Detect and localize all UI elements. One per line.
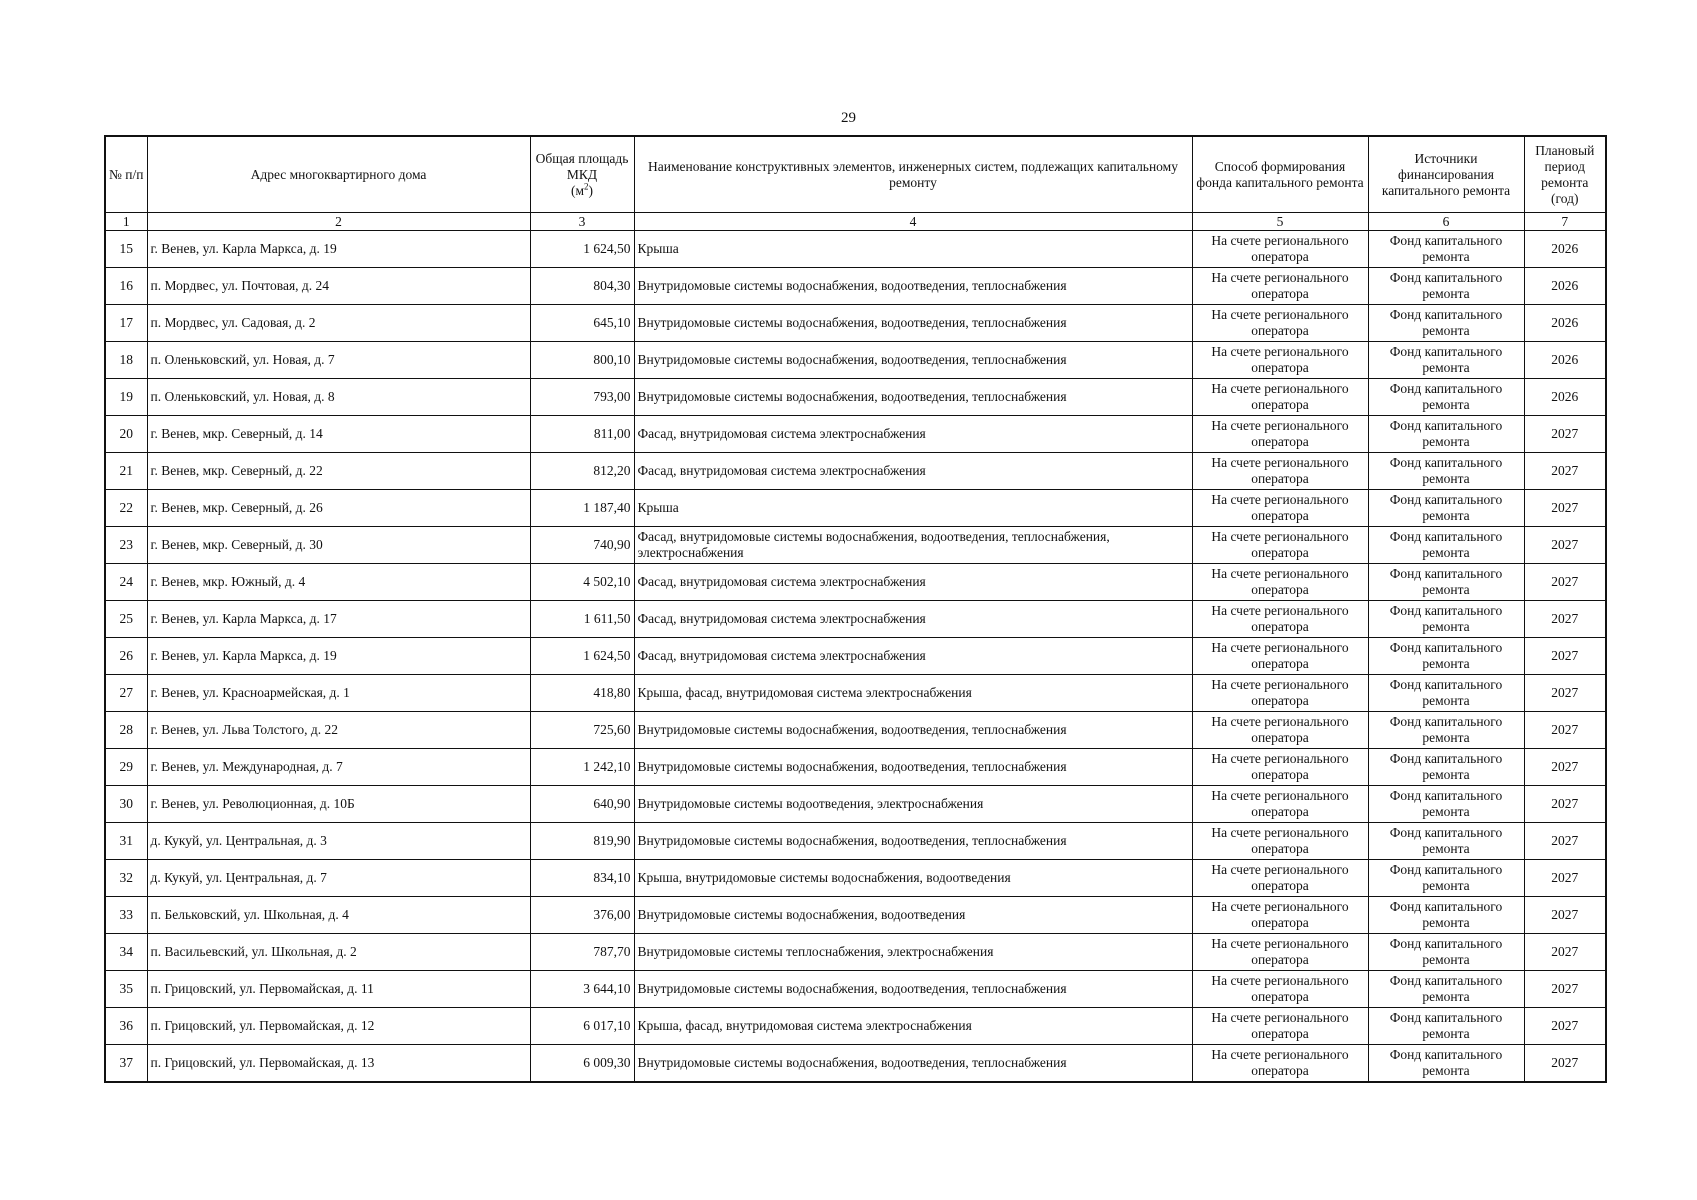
- row-address: д. Кукуй, ул. Центральная, д. 7: [147, 860, 530, 897]
- row-period: 2027: [1524, 823, 1606, 860]
- row-funding-source: Фонд капитального ремонта: [1368, 231, 1524, 268]
- row-area: 725,60: [530, 712, 634, 749]
- row-area: 418,80: [530, 675, 634, 712]
- row-area: 1 624,50: [530, 638, 634, 675]
- column-number: 4: [634, 213, 1192, 231]
- row-elements: Внутридомовые системы водоснабжения, водоотведения, теплоснабжения: [634, 1045, 1192, 1083]
- row-area: 6 017,10: [530, 1008, 634, 1045]
- row-address: п. Бельковский, ул. Школьная, д. 4: [147, 897, 530, 934]
- row-elements: Внутридомовые системы водоснабжения, водоотведения, теплоснабжения: [634, 305, 1192, 342]
- row-address: г. Венев, мкр. Северный, д. 22: [147, 453, 530, 490]
- column-number: 1: [105, 213, 147, 231]
- row-elements: Крыша, внутридомовые системы водоснабжения, водоотведения: [634, 860, 1192, 897]
- row-number: 16: [105, 268, 147, 305]
- row-address: г. Венев, мкр. Северный, д. 26: [147, 490, 530, 527]
- row-funding-source: Фонд капитального ремонта: [1368, 749, 1524, 786]
- column-number: 3: [530, 213, 634, 231]
- row-number: 33: [105, 897, 147, 934]
- row-funding-method: На счете регионального оператора: [1192, 860, 1368, 897]
- table-row: [105, 897, 1606, 934]
- repair-register-table: [104, 135, 1607, 1083]
- header-source: Источники финансирования капитального ремонта: [1368, 136, 1524, 213]
- row-period: 2027: [1524, 416, 1606, 453]
- row-number: 32: [105, 860, 147, 897]
- row-funding-method: На счете регионального оператора: [1192, 749, 1368, 786]
- row-funding-source: Фонд капитального ремонта: [1368, 786, 1524, 823]
- row-funding-source: Фонд капитального ремонта: [1368, 934, 1524, 971]
- row-address: г. Венев, ул. Карла Маркса, д. 19: [147, 231, 530, 268]
- row-funding-source: Фонд капитального ремонта: [1368, 675, 1524, 712]
- row-elements: Внутридомовые системы водоснабжения, водоотведения, теплоснабжения: [634, 268, 1192, 305]
- row-area: 640,90: [530, 786, 634, 823]
- header-area-unit: $(м^2)$: [570, 181, 594, 198]
- row-funding-source: Фонд капитального ремонта: [1368, 268, 1524, 305]
- row-area: 3 644,10: [530, 971, 634, 1008]
- row-funding-method: На счете регионального оператора: [1192, 897, 1368, 934]
- row-address: д. Кукуй, ул. Центральная, д. 3: [147, 823, 530, 860]
- row-period: 2026: [1524, 231, 1606, 268]
- row-period: 2027: [1524, 712, 1606, 749]
- row-area: 800,10: [530, 342, 634, 379]
- table-row: [105, 527, 1606, 564]
- row-elements: Внутридомовые системы теплоснабжения, электроснабжения: [634, 934, 1192, 971]
- table-row: [105, 860, 1606, 897]
- row-funding-method: На счете регионального оператора: [1192, 823, 1368, 860]
- row-number: 29: [105, 749, 147, 786]
- row-address: п. Оленьковский, ул. Новая, д. 8: [147, 379, 530, 416]
- row-number: 30: [105, 786, 147, 823]
- header-address: Адрес многоквартирного дома: [147, 136, 530, 213]
- row-elements: Внутридомовые системы водоотведения, электроснабжения: [634, 786, 1192, 823]
- row-funding-method: На счете регионального оператора: [1192, 712, 1368, 749]
- row-address: п. Оленьковский, ул. Новая, д. 7: [147, 342, 530, 379]
- row-period: 2026: [1524, 342, 1606, 379]
- row-funding-method: На счете регионального оператора: [1192, 379, 1368, 416]
- row-funding-source: Фонд капитального ремонта: [1368, 601, 1524, 638]
- row-number: 26: [105, 638, 147, 675]
- header-area: [530, 136, 634, 213]
- row-funding-method: На счете регионального оператора: [1192, 416, 1368, 453]
- row-area: 793,00: [530, 379, 634, 416]
- row-area: 812,20: [530, 453, 634, 490]
- column-number-row: [105, 213, 1606, 231]
- table-row: [105, 638, 1606, 675]
- row-address: г. Венев, ул. Революционная, д. 10Б: [147, 786, 530, 823]
- row-funding-method: На счете регионального оператора: [1192, 527, 1368, 564]
- column-number: 5: [1192, 213, 1368, 231]
- row-funding-method: На счете регионального оператора: [1192, 268, 1368, 305]
- table-row: [105, 786, 1606, 823]
- row-period: 2027: [1524, 601, 1606, 638]
- row-address: г. Венев, ул. Карла Маркса, д. 19: [147, 638, 530, 675]
- row-number: 21: [105, 453, 147, 490]
- row-period: 2026: [1524, 268, 1606, 305]
- row-funding-source: Фонд капитального ремонта: [1368, 416, 1524, 453]
- row-elements: Внутридомовые системы водоснабжения, водоотведения, теплоснабжения: [634, 971, 1192, 1008]
- row-area: 1 242,10: [530, 749, 634, 786]
- row-address: г. Венев, ул. Красноармейская, д. 1: [147, 675, 530, 712]
- row-address: г. Венев, ул. Льва Толстого, д. 22: [147, 712, 530, 749]
- table-row: [105, 564, 1606, 601]
- row-elements: Внутридомовые системы водоснабжения, водоотведения, теплоснабжения: [634, 712, 1192, 749]
- header-elements: Наименование конструктивных элементов, инженерных систем, подлежащих капитальному ремонту: [634, 136, 1192, 213]
- row-funding-method: На счете регионального оператора: [1192, 342, 1368, 379]
- table-row: [105, 934, 1606, 971]
- row-address: п. Мордвес, ул. Почтовая, д. 24: [147, 268, 530, 305]
- header-row: [105, 136, 1606, 213]
- row-address: п. Грицовский, ул. Первомайская, д. 13: [147, 1045, 530, 1083]
- row-number: 17: [105, 305, 147, 342]
- row-elements: Фасад, внутридомовая система электроснабжения: [634, 638, 1192, 675]
- row-elements: Крыша, фасад, внутридомовая система электроснабжения: [634, 1008, 1192, 1045]
- row-funding-method: На счете регионального оператора: [1192, 786, 1368, 823]
- row-funding-method: На счете регионального оператора: [1192, 564, 1368, 601]
- row-period: 2027: [1524, 749, 1606, 786]
- table-row: [105, 231, 1606, 268]
- column-number: 6: [1368, 213, 1524, 231]
- row-area: 645,10: [530, 305, 634, 342]
- row-funding-source: Фонд капитального ремонта: [1368, 897, 1524, 934]
- table-row: [105, 1045, 1606, 1083]
- row-funding-method: На счете регионального оператора: [1192, 490, 1368, 527]
- row-period: 2027: [1524, 860, 1606, 897]
- row-address: п. Васильевский, ул. Школьная, д. 2: [147, 934, 530, 971]
- row-period: 2027: [1524, 1008, 1606, 1045]
- row-funding-method: На счете регионального оператора: [1192, 675, 1368, 712]
- table-row: [105, 749, 1606, 786]
- row-funding-source: Фонд капитального ремонта: [1368, 971, 1524, 1008]
- row-area: 1 187,40: [530, 490, 634, 527]
- row-number: 36: [105, 1008, 147, 1045]
- row-address: г. Венев, мкр. Южный, д. 4: [147, 564, 530, 601]
- row-funding-source: Фонд капитального ремонта: [1368, 453, 1524, 490]
- table-row: [105, 379, 1606, 416]
- row-elements: Крыша: [634, 231, 1192, 268]
- row-number: 35: [105, 971, 147, 1008]
- row-funding-source: Фонд капитального ремонта: [1368, 490, 1524, 527]
- row-period: 2027: [1524, 934, 1606, 971]
- row-elements: Фасад, внутридомовая система электроснабжения: [634, 416, 1192, 453]
- table-row: [105, 971, 1606, 1008]
- row-period: 2027: [1524, 786, 1606, 823]
- row-period: 2027: [1524, 638, 1606, 675]
- row-funding-source: Фонд капитального ремонта: [1368, 564, 1524, 601]
- row-area: 740,90: [530, 527, 634, 564]
- row-period: 2027: [1524, 564, 1606, 601]
- row-area: 811,00: [530, 416, 634, 453]
- row-area: 804,30: [530, 268, 634, 305]
- table-row: [105, 1008, 1606, 1045]
- row-number: 19: [105, 379, 147, 416]
- header-number: № п/п: [105, 136, 147, 213]
- row-number: 22: [105, 490, 147, 527]
- row-area: 4 502,10: [530, 564, 634, 601]
- row-funding-method: На счете регионального оператора: [1192, 638, 1368, 675]
- row-elements: Фасад, внутридомовые системы водоснабжения, водоотведения, теплоснабжения, электроснабжения: [634, 527, 1192, 564]
- row-funding-method: На счете регионального оператора: [1192, 453, 1368, 490]
- row-address: г. Венев, ул. Карла Маркса, д. 17: [147, 601, 530, 638]
- header-area-label: Общая площадь МКД: [535, 150, 629, 182]
- row-number: 31: [105, 823, 147, 860]
- row-funding-source: Фонд капитального ремонта: [1368, 379, 1524, 416]
- row-funding-method: На счете регионального оператора: [1192, 231, 1368, 268]
- row-funding-method: На счете регионального оператора: [1192, 971, 1368, 1008]
- row-period: 2027: [1524, 675, 1606, 712]
- row-area: 376,00: [530, 897, 634, 934]
- table-body: [105, 231, 1606, 1083]
- row-funding-source: Фонд капитального ремонта: [1368, 1008, 1524, 1045]
- row-number: 18: [105, 342, 147, 379]
- row-funding-source: Фонд капитального ремонта: [1368, 305, 1524, 342]
- row-period: 2027: [1524, 897, 1606, 934]
- row-funding-method: На счете регионального оператора: [1192, 305, 1368, 342]
- row-period: 2027: [1524, 971, 1606, 1008]
- row-elements: Внутридомовые системы водоснабжения, водоотведения, теплоснабжения: [634, 379, 1192, 416]
- row-area: 1 611,50: [530, 601, 634, 638]
- row-number: 28: [105, 712, 147, 749]
- column-number: 2: [147, 213, 530, 231]
- row-elements: Крыша: [634, 490, 1192, 527]
- header-method: Способ формирования фонда капитального ремонта: [1192, 136, 1368, 213]
- table-row: [105, 416, 1606, 453]
- table-row: [105, 823, 1606, 860]
- page-number: 29: [841, 110, 856, 126]
- row-number: 15: [105, 231, 147, 268]
- row-address: п. Мордвес, ул. Садовая, д. 2: [147, 305, 530, 342]
- row-funding-source: Фонд капитального ремонта: [1368, 638, 1524, 675]
- row-elements: Фасад, внутридомовая система электроснабжения: [634, 564, 1192, 601]
- row-elements: Внутридомовые системы водоснабжения, водоотведения, теплоснабжения: [634, 749, 1192, 786]
- row-number: 34: [105, 934, 147, 971]
- table-row: [105, 601, 1606, 638]
- row-elements: Крыша, фасад, внутридомовая система электроснабжения: [634, 675, 1192, 712]
- row-number: 23: [105, 527, 147, 564]
- row-address: г. Венев, мкр. Северный, д. 30: [147, 527, 530, 564]
- row-area: 1 624,50: [530, 231, 634, 268]
- row-number: 25: [105, 601, 147, 638]
- row-address: г. Венев, мкр. Северный, д. 14: [147, 416, 530, 453]
- row-elements: Фасад, внутридомовая система электроснабжения: [634, 601, 1192, 638]
- table-row: [105, 453, 1606, 490]
- row-area: 787,70: [530, 934, 634, 971]
- row-period: 2027: [1524, 453, 1606, 490]
- row-funding-source: Фонд капитального ремонта: [1368, 823, 1524, 860]
- table-row: [105, 268, 1606, 305]
- row-number: 20: [105, 416, 147, 453]
- table-row: [105, 675, 1606, 712]
- header-period: Плановый период ремонта (год): [1524, 136, 1606, 213]
- table-row: [105, 342, 1606, 379]
- table-row: [105, 490, 1606, 527]
- row-area: 819,90: [530, 823, 634, 860]
- row-funding-method: На счете регионального оператора: [1192, 1008, 1368, 1045]
- table-row: [105, 305, 1606, 342]
- row-number: 37: [105, 1045, 147, 1083]
- row-period: 2027: [1524, 490, 1606, 527]
- row-period: 2026: [1524, 305, 1606, 342]
- row-funding-source: Фонд капитального ремонта: [1368, 1045, 1524, 1083]
- row-period: 2026: [1524, 379, 1606, 416]
- row-area: 834,10: [530, 860, 634, 897]
- row-funding-source: Фонд капитального ремонта: [1368, 712, 1524, 749]
- row-address: п. Грицовский, ул. Первомайская, д. 11: [147, 971, 530, 1008]
- row-address: п. Грицовский, ул. Первомайская, д. 12: [147, 1008, 530, 1045]
- row-funding-method: На счете регионального оператора: [1192, 1045, 1368, 1083]
- row-elements: Внутридомовые системы водоснабжения, водоотведения: [634, 897, 1192, 934]
- row-period: 2027: [1524, 1045, 1606, 1083]
- row-area: 6 009,30: [530, 1045, 634, 1083]
- row-funding-source: Фонд капитального ремонта: [1368, 342, 1524, 379]
- row-elements: Фасад, внутридомовая система электроснабжения: [634, 453, 1192, 490]
- table-header: [105, 136, 1606, 231]
- row-funding-method: На счете регионального оператора: [1192, 934, 1368, 971]
- row-elements: Внутридомовые системы водоснабжения, водоотведения, теплоснабжения: [634, 342, 1192, 379]
- row-address: г. Венев, ул. Международная, д. 7: [147, 749, 530, 786]
- row-period: 2027: [1524, 527, 1606, 564]
- row-elements: Внутридомовые системы водоснабжения, водоотведения, теплоснабжения: [634, 823, 1192, 860]
- row-funding-source: Фонд капитального ремонта: [1368, 527, 1524, 564]
- row-number: 24: [105, 564, 147, 601]
- row-funding-method: На счете регионального оператора: [1192, 601, 1368, 638]
- row-number: 27: [105, 675, 147, 712]
- column-number: 7: [1524, 213, 1606, 231]
- row-funding-source: Фонд капитального ремонта: [1368, 860, 1524, 897]
- table-row: [105, 712, 1606, 749]
